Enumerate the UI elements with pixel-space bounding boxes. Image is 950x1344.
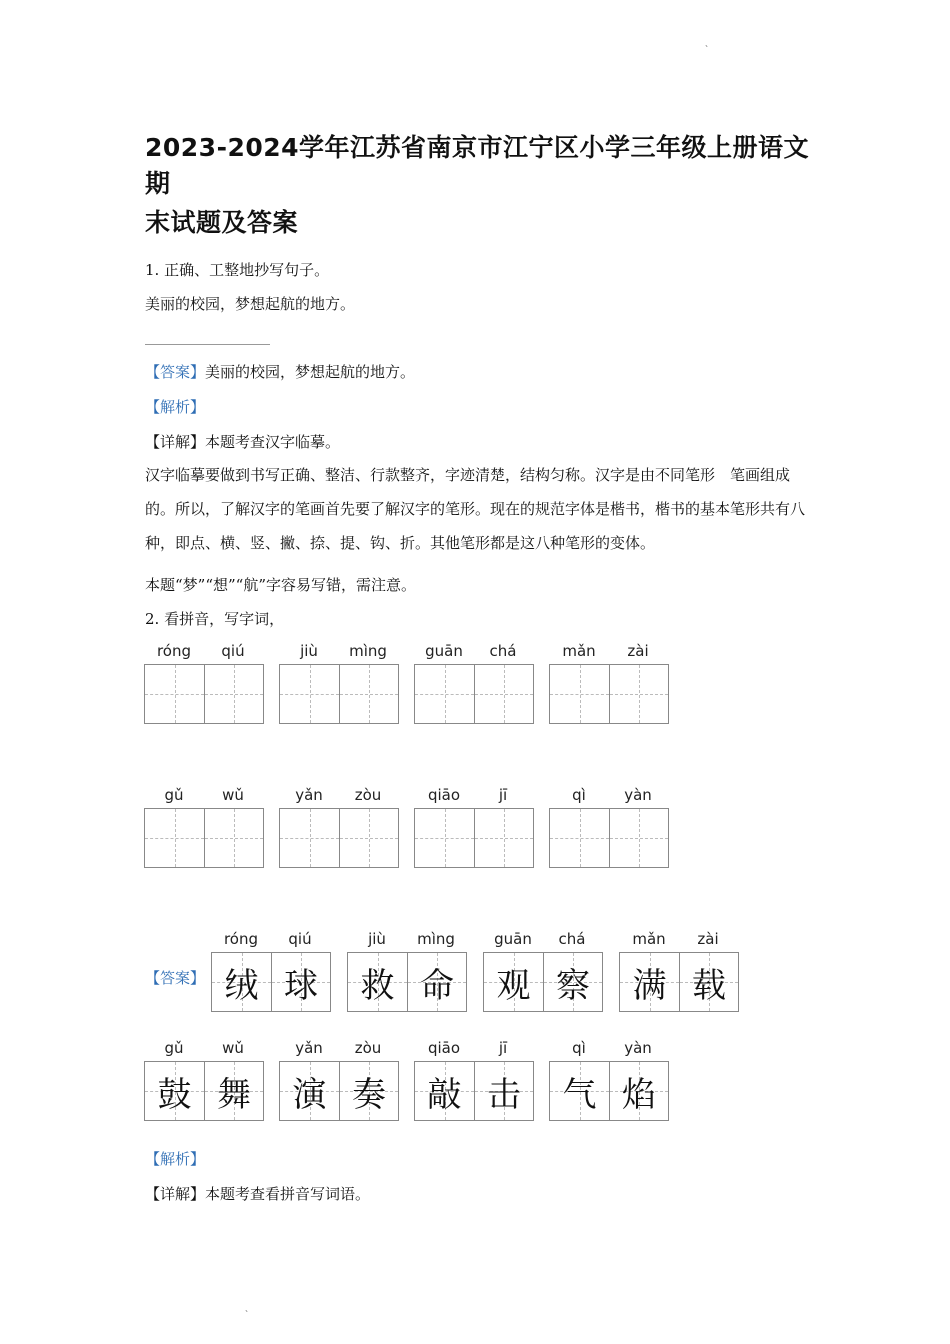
pinyin-label: gǔ	[164, 1039, 184, 1057]
answer-character: 焰	[622, 1074, 656, 1115]
page-title-line-1: 2023-2024学年江苏省南京市江宁区小学三年级上册语文期	[145, 133, 810, 198]
tian-grid-box[interactable]	[414, 808, 534, 868]
pinyin-label: qì	[572, 786, 586, 804]
pinyin-label: mǎn	[562, 642, 596, 660]
pinyin-label: qiú	[221, 642, 245, 660]
tian-grid-cell	[415, 1062, 474, 1120]
tian-grid-box	[483, 952, 603, 1012]
q2-detail	[145, 1184, 370, 1204]
q2-answer-tag: 【答案】	[145, 969, 206, 987]
pinyin-label: zài	[697, 930, 719, 948]
tian-grid-cell	[609, 1062, 668, 1120]
tian-grid-box[interactable]	[144, 664, 264, 724]
q1-answer-text: 美丽的校园，梦想起航的地方。	[205, 363, 416, 381]
pinyin-label: chá	[558, 930, 586, 948]
pinyin-label: chá	[489, 642, 517, 660]
tian-grid-box	[279, 1061, 399, 1121]
q1-analysis-tag: 【解析】	[145, 398, 206, 416]
q1-explanation: 汉字临摹要做到书写正确、整洁、行款整齐，字迹清楚，结构匀称。汉字是由不同笔形 笔画组成的。所以，了解汉字的笔画首先要了解汉字的笔形。现在的规范字体是楷书，楷书的基本笔形共有八种，即点、横、竖、撇、捺、提、钩、折。其他笔形都是这八种笔形的变体。	[145, 466, 806, 552]
tian-grid-cell[interactable]	[609, 809, 668, 867]
tian-grid-cell[interactable]	[145, 665, 204, 723]
tian-grid-cell[interactable]	[474, 809, 533, 867]
tian-grid-cell	[679, 953, 738, 1011]
tian-grid-box[interactable]	[279, 664, 399, 724]
pinyin-label: yàn	[624, 1039, 652, 1057]
tian-grid-cell[interactable]	[550, 665, 609, 723]
footer-mark: 、	[245, 1304, 253, 1313]
tian-grid-cell[interactable]	[474, 665, 533, 723]
q1-prompt: 1. 正确、工整地抄写句子。	[145, 261, 330, 279]
answer-character: 载	[692, 965, 726, 1006]
tian-grid-box[interactable]	[279, 808, 399, 868]
answer-character: 观	[496, 965, 531, 1006]
q2-analysis-tag: 【解析】	[145, 1150, 206, 1168]
tian-grid-box	[619, 952, 739, 1012]
tian-grid-cell[interactable]	[609, 665, 668, 723]
tian-grid-box[interactable]	[549, 808, 669, 868]
page-title-line-2: 末试题及答案	[145, 208, 299, 237]
pinyin-label: qiú	[288, 930, 312, 948]
pinyin-label: qiāo	[427, 1039, 461, 1057]
pinyin-label: qì	[572, 1039, 586, 1057]
pinyin-label: mǎn	[632, 930, 666, 948]
q1-answer	[145, 362, 415, 382]
answer-character: 气	[562, 1074, 597, 1115]
answer-character: 奏	[352, 1074, 386, 1115]
tian-grid-cell	[620, 953, 679, 1011]
pinyin-label: jī	[498, 786, 508, 804]
tian-grid-cell[interactable]	[204, 809, 263, 867]
answer-character: 察	[556, 965, 590, 1006]
pinyin-label: róng	[156, 642, 192, 660]
tian-grid-cell	[212, 953, 271, 1011]
tian-grid-cell[interactable]	[550, 809, 609, 867]
pinyin-label: róng	[223, 930, 259, 948]
tian-grid-cell	[474, 1062, 533, 1120]
answer-character: 鼓	[157, 1074, 192, 1115]
tian-grid-box[interactable]	[144, 808, 264, 868]
tian-grid-box	[414, 1061, 534, 1121]
answer-tag: 【答案】	[145, 363, 206, 381]
q2-detail-text: 本题考查看拼音写词语。	[205, 1185, 371, 1203]
tian-grid-cell[interactable]	[415, 809, 474, 867]
pinyin-label: jiù	[300, 642, 318, 660]
tian-grid-box	[347, 952, 467, 1012]
tian-grid-cell	[550, 1062, 609, 1120]
pinyin-label: qiāo	[427, 786, 461, 804]
tian-grid-cell	[543, 953, 602, 1011]
q1-detail-text: 本题考查汉字临摹。	[205, 433, 341, 451]
tian-grid-cell[interactable]	[339, 665, 398, 723]
pinyin-label: yàn	[624, 786, 652, 804]
pinyin-label: jiù	[368, 930, 386, 948]
pinyin-label: mìng	[349, 642, 387, 660]
q1-detail	[145, 432, 340, 452]
header-mark: 、	[705, 39, 713, 48]
answer-character: 绒	[224, 965, 259, 1006]
detail-tag: 【详解】	[145, 433, 206, 451]
q1-sentence: 美丽的校园，梦想起航的地方。	[145, 295, 356, 313]
pinyin-label: guān	[494, 930, 532, 948]
tian-grid-box	[144, 1061, 264, 1121]
tian-grid-box	[211, 952, 331, 1012]
tian-grid-cell	[204, 1062, 263, 1120]
pinyin-label: zài	[627, 642, 649, 660]
tian-grid-cell[interactable]	[339, 809, 398, 867]
tian-grid-cell	[348, 953, 407, 1011]
tian-grid-cell	[280, 1062, 339, 1120]
tian-grid-cell[interactable]	[280, 665, 339, 723]
detail-tag: 【详解】	[145, 1185, 206, 1203]
pinyin-label: guān	[425, 642, 463, 660]
tian-grid-cell[interactable]	[280, 809, 339, 867]
answer-character: 击	[487, 1074, 521, 1115]
answer-character: 敲	[427, 1074, 462, 1115]
pinyin-label: zòu	[354, 1039, 382, 1057]
pinyin-label: yǎn	[295, 786, 323, 804]
pinyin-label: gǔ	[164, 786, 184, 804]
answer-character: 球	[284, 965, 318, 1006]
tian-grid-cell	[339, 1062, 398, 1120]
tian-grid-cell[interactable]	[204, 665, 263, 723]
tian-grid-cell	[145, 1062, 204, 1120]
answer-character: 命	[420, 965, 454, 1006]
pinyin-label: yǎn	[295, 1039, 323, 1057]
answer-character: 舞	[217, 1074, 251, 1115]
pinyin-label: jī	[498, 1039, 508, 1057]
tian-grid-box	[549, 1061, 669, 1121]
pinyin-label: wǔ	[222, 786, 244, 804]
pinyin-label: zòu	[354, 786, 382, 804]
tian-grid-cell	[484, 953, 543, 1011]
tian-grid-cell[interactable]	[145, 809, 204, 867]
tian-grid-box[interactable]	[414, 664, 534, 724]
answer-character: 救	[360, 965, 395, 1006]
q1-note: 本题“梦”“想”“航”字容易写错，需注意。	[145, 576, 417, 594]
pinyin-label: wǔ	[222, 1039, 244, 1057]
tian-grid-cell	[271, 953, 330, 1011]
answer-character: 演	[292, 1074, 327, 1115]
tian-grid-box[interactable]	[549, 664, 669, 724]
tian-grid-cell[interactable]	[415, 665, 474, 723]
pinyin-label: mìng	[417, 930, 455, 948]
q2-prompt: 2. 看拼音，写字词，	[145, 610, 285, 628]
answer-character: 满	[632, 965, 667, 1006]
tian-grid-cell	[407, 953, 466, 1011]
q1-answer-line	[145, 344, 270, 345]
